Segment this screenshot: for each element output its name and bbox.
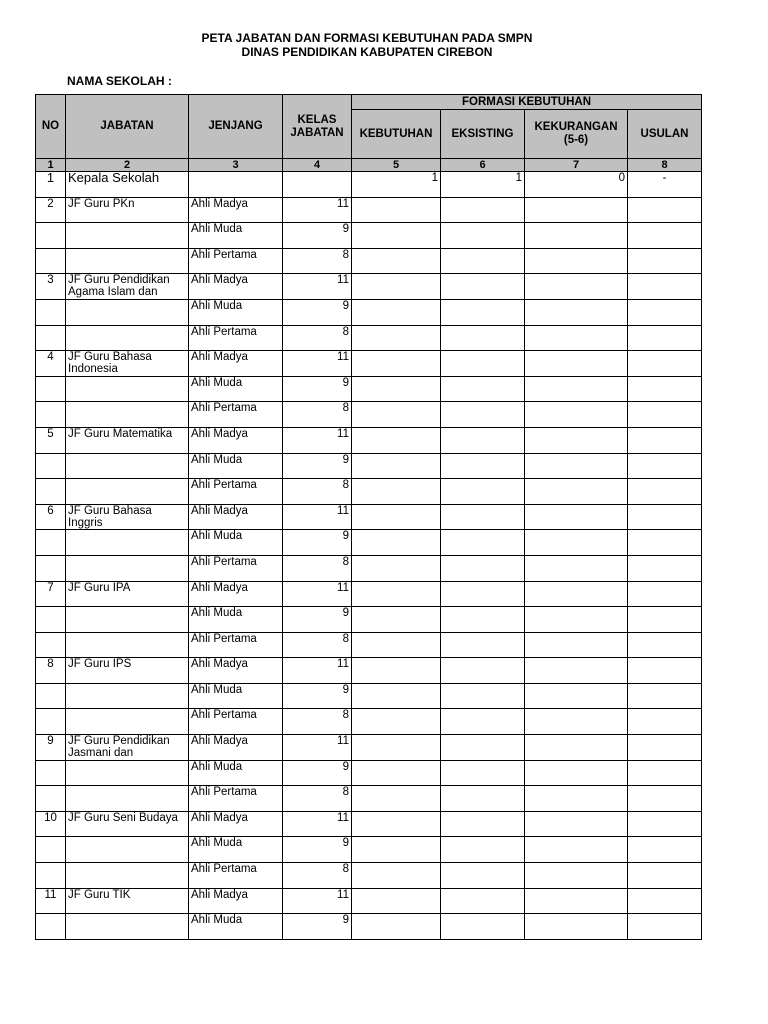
shortage-count (525, 299, 628, 325)
position-level: Ahli Muda (189, 376, 283, 402)
shortage-count (525, 581, 628, 607)
header-usulan: USULAN (628, 110, 702, 159)
proposal-value (628, 223, 702, 249)
table-row (36, 683, 702, 709)
position-class: 11 (283, 735, 352, 761)
position-name (66, 376, 189, 402)
header-kekurangan-line2: (5-6) (563, 134, 589, 146)
column-number: 8 (628, 159, 702, 172)
proposal-value (628, 530, 702, 556)
column-number: 3 (189, 159, 283, 172)
need-count (352, 376, 441, 402)
table-row (36, 658, 702, 684)
proposal-value (628, 325, 702, 351)
table-row (36, 504, 702, 530)
proposal-value (628, 735, 702, 761)
need-count (352, 274, 441, 300)
position-name (66, 453, 189, 479)
shortage-count (525, 351, 628, 377)
shortage-count (525, 863, 628, 889)
proposal-value (628, 299, 702, 325)
position-class: 9 (283, 299, 352, 325)
row-number (36, 402, 66, 428)
row-number (36, 325, 66, 351)
position-class: 11 (283, 351, 352, 377)
document-title: PETA JABATAN DAN FORMASI KEBUTUHAN PADA SMPN (201, 31, 533, 45)
position-level: Ahli Pertama (189, 555, 283, 581)
existing-count (441, 299, 525, 325)
existing-count (441, 530, 525, 556)
existing-count (441, 735, 525, 761)
table-row (36, 402, 702, 428)
table-row (36, 863, 702, 889)
header-kekurangan-line1: KEKURANGAN (534, 121, 618, 133)
proposal-value (628, 811, 702, 837)
row-number (36, 376, 66, 402)
existing-count (441, 555, 525, 581)
proposal-value (628, 709, 702, 735)
existing-count (441, 402, 525, 428)
proposal-value (628, 786, 702, 812)
row-number: 3 (36, 274, 66, 300)
existing-count (441, 453, 525, 479)
table-row (36, 453, 702, 479)
position-level: Ahli Madya (189, 351, 283, 377)
position-name: JF Guru Bahasa Inggris (66, 504, 189, 530)
row-number (36, 683, 66, 709)
table-row (36, 709, 702, 735)
position-class: 8 (283, 479, 352, 505)
position-class: 11 (283, 427, 352, 453)
table-row (36, 376, 702, 402)
shortage-count (525, 786, 628, 812)
table-row (36, 786, 702, 812)
need-count (352, 863, 441, 889)
row-number: 10 (36, 811, 66, 837)
position-name: JF Guru PKn (66, 197, 189, 223)
position-class: 11 (283, 504, 352, 530)
position-class: 9 (283, 837, 352, 863)
position-name: JF Guru IPS (66, 658, 189, 684)
position-level: Ahli Muda (189, 299, 283, 325)
proposal-value (628, 427, 702, 453)
position-class: 8 (283, 632, 352, 658)
shortage-count (525, 453, 628, 479)
need-count (352, 632, 441, 658)
column-number: 6 (441, 159, 525, 172)
position-name (66, 607, 189, 633)
table-row (36, 172, 702, 198)
proposal-value (628, 581, 702, 607)
existing-count (441, 325, 525, 351)
position-level: Ahli Muda (189, 223, 283, 249)
position-class: 11 (283, 197, 352, 223)
need-count (352, 658, 441, 684)
row-number: 9 (36, 735, 66, 761)
existing-count (441, 248, 525, 274)
table-row (36, 632, 702, 658)
header-jabatan: JABATAN (66, 95, 189, 159)
table-row (36, 888, 702, 914)
position-name: Kepala Sekolah (66, 172, 189, 198)
shortage-count (525, 376, 628, 402)
proposal-value (628, 197, 702, 223)
need-count (352, 607, 441, 633)
proposal-value (628, 453, 702, 479)
need-count (352, 555, 441, 581)
need-count (352, 811, 441, 837)
position-name (66, 299, 189, 325)
position-name: JF Guru Seni Budaya (66, 811, 189, 837)
row-number (36, 914, 66, 940)
position-map-table (35, 94, 702, 940)
position-class: 8 (283, 248, 352, 274)
proposal-value (628, 555, 702, 581)
existing-count (441, 811, 525, 837)
row-number: 8 (36, 658, 66, 684)
position-level: Ahli Pertama (189, 786, 283, 812)
shortage-count (525, 914, 628, 940)
position-class: 8 (283, 402, 352, 428)
proposal-value (628, 863, 702, 889)
row-number (36, 530, 66, 556)
position-level: Ahli Madya (189, 888, 283, 914)
position-class: 9 (283, 376, 352, 402)
table-row (36, 760, 702, 786)
existing-count (441, 504, 525, 530)
need-count (352, 402, 441, 428)
position-level: Ahli Pertama (189, 325, 283, 351)
proposal-value (628, 504, 702, 530)
need-count (352, 760, 441, 786)
need-count (352, 479, 441, 505)
position-level: Ahli Muda (189, 530, 283, 556)
shortage-count (525, 811, 628, 837)
position-class: 11 (283, 274, 352, 300)
position-name: JF Guru Pendidikan Jasmani dan (66, 735, 189, 761)
row-number (36, 837, 66, 863)
position-class: 9 (283, 453, 352, 479)
position-level: Ahli Madya (189, 427, 283, 453)
position-class (283, 172, 352, 198)
row-number (36, 607, 66, 633)
table-row (36, 837, 702, 863)
row-number (36, 453, 66, 479)
position-class: 11 (283, 888, 352, 914)
need-count (352, 197, 441, 223)
proposal-value (628, 888, 702, 914)
need-count (352, 248, 441, 274)
shortage-count (525, 760, 628, 786)
shortage-count (525, 555, 628, 581)
row-number (36, 299, 66, 325)
position-level: Ahli Muda (189, 914, 283, 940)
row-number: 11 (36, 888, 66, 914)
need-count (352, 351, 441, 377)
existing-count (441, 607, 525, 633)
column-number: 4 (283, 159, 352, 172)
header-kelas-line2: JABATAN (290, 126, 344, 139)
proposal-value (628, 837, 702, 863)
position-name (66, 402, 189, 428)
shortage-count: 0 (525, 172, 628, 198)
need-count (352, 581, 441, 607)
need-count (352, 453, 441, 479)
row-number (36, 632, 66, 658)
shortage-count (525, 427, 628, 453)
position-name (66, 248, 189, 274)
need-count (352, 325, 441, 351)
existing-count (441, 581, 525, 607)
column-number: 1 (36, 159, 66, 172)
table-row (36, 607, 702, 633)
need-count (352, 786, 441, 812)
row-number (36, 786, 66, 812)
position-class: 11 (283, 658, 352, 684)
existing-count (441, 427, 525, 453)
existing-count (441, 837, 525, 863)
position-name (66, 786, 189, 812)
position-class: 9 (283, 530, 352, 556)
position-level: Ahli Madya (189, 581, 283, 607)
existing-count: 1 (441, 172, 525, 198)
existing-count (441, 786, 525, 812)
shortage-count (525, 607, 628, 633)
existing-count (441, 888, 525, 914)
position-class: 8 (283, 709, 352, 735)
shortage-count (525, 197, 628, 223)
need-count (352, 530, 441, 556)
proposal-value (628, 274, 702, 300)
shortage-count (525, 837, 628, 863)
row-number (36, 709, 66, 735)
table-row (36, 555, 702, 581)
table-row (36, 479, 702, 505)
header-kebutuhan: KEBUTUHAN (352, 110, 441, 159)
proposal-value (628, 658, 702, 684)
position-name (66, 863, 189, 889)
header-kelas-jabatan (283, 95, 352, 159)
position-level: Ahli Madya (189, 811, 283, 837)
position-level: Ahli Pertama (189, 863, 283, 889)
shortage-count (525, 709, 628, 735)
shortage-count (525, 735, 628, 761)
header-eksisting: EKSISTING (441, 110, 525, 159)
position-name (66, 223, 189, 249)
proposal-value (628, 351, 702, 377)
table-row (36, 427, 702, 453)
position-level: Ahli Madya (189, 197, 283, 223)
need-count (352, 837, 441, 863)
need-count: 1 (352, 172, 441, 198)
proposal-value: - (628, 172, 702, 198)
position-level: Ahli Muda (189, 453, 283, 479)
table-row (36, 223, 702, 249)
position-class: 9 (283, 683, 352, 709)
proposal-value (628, 683, 702, 709)
row-number (36, 555, 66, 581)
position-name: JF Guru TIK (66, 888, 189, 914)
column-number: 5 (352, 159, 441, 172)
existing-count (441, 683, 525, 709)
existing-count (441, 863, 525, 889)
proposal-value (628, 248, 702, 274)
position-level (189, 172, 283, 198)
position-level: Ahli Madya (189, 658, 283, 684)
position-level: Ahli Muda (189, 837, 283, 863)
existing-count (441, 632, 525, 658)
need-count (352, 427, 441, 453)
position-level: Ahli Pertama (189, 479, 283, 505)
position-class: 9 (283, 760, 352, 786)
position-name (66, 530, 189, 556)
table-row (36, 914, 702, 940)
need-count (352, 735, 441, 761)
shortage-count (525, 504, 628, 530)
table-row (36, 299, 702, 325)
position-class: 11 (283, 811, 352, 837)
existing-count (441, 709, 525, 735)
existing-count (441, 914, 525, 940)
shortage-count (525, 683, 628, 709)
row-number: 7 (36, 581, 66, 607)
row-number (36, 248, 66, 274)
header-kelas-line1: KELAS (297, 113, 337, 126)
position-level: Ahli Pertama (189, 709, 283, 735)
position-level: Ahli Madya (189, 504, 283, 530)
header-formasi-kebutuhan: FORMASI KEBUTUHAN (352, 95, 702, 110)
table-row (36, 351, 702, 377)
existing-count (441, 376, 525, 402)
table-row (36, 735, 702, 761)
shortage-count (525, 888, 628, 914)
position-class: 8 (283, 863, 352, 889)
school-name-label: NAMA SEKOLAH : (67, 74, 172, 88)
table-row (36, 274, 702, 300)
proposal-value (628, 607, 702, 633)
existing-count (441, 274, 525, 300)
existing-count (441, 658, 525, 684)
shortage-count (525, 402, 628, 428)
position-level: Ahli Muda (189, 760, 283, 786)
header-kekurangan (525, 110, 628, 159)
proposal-value (628, 632, 702, 658)
position-name (66, 479, 189, 505)
position-name (66, 709, 189, 735)
column-number-row (36, 159, 702, 172)
row-number: 5 (36, 427, 66, 453)
proposal-value (628, 914, 702, 940)
position-level: Ahli Madya (189, 735, 283, 761)
proposal-value (628, 376, 702, 402)
row-number: 4 (36, 351, 66, 377)
position-class: 11 (283, 581, 352, 607)
need-count (352, 504, 441, 530)
need-count (352, 914, 441, 940)
position-class: 9 (283, 223, 352, 249)
row-number: 2 (36, 197, 66, 223)
shortage-count (525, 248, 628, 274)
table-body (36, 172, 702, 940)
shortage-count (525, 632, 628, 658)
position-level: Ahli Pertama (189, 248, 283, 274)
row-number (36, 863, 66, 889)
row-number: 1 (36, 172, 66, 198)
table-row (36, 325, 702, 351)
existing-count (441, 197, 525, 223)
position-class: 8 (283, 555, 352, 581)
need-count (352, 709, 441, 735)
shortage-count (525, 274, 628, 300)
position-class: 9 (283, 914, 352, 940)
column-number: 2 (66, 159, 189, 172)
position-class: 8 (283, 325, 352, 351)
position-name: JF Guru Matematika (66, 427, 189, 453)
position-level: Ahli Madya (189, 274, 283, 300)
table-row (36, 197, 702, 223)
shortage-count (525, 658, 628, 684)
existing-count (441, 479, 525, 505)
need-count (352, 888, 441, 914)
position-name (66, 555, 189, 581)
existing-count (441, 223, 525, 249)
proposal-value (628, 402, 702, 428)
need-count (352, 223, 441, 249)
need-count (352, 299, 441, 325)
position-class: 9 (283, 607, 352, 633)
position-name (66, 837, 189, 863)
position-name (66, 683, 189, 709)
position-name (66, 914, 189, 940)
existing-count (441, 351, 525, 377)
header-no: NO (36, 95, 66, 159)
table-row (36, 530, 702, 556)
position-name: JF Guru Bahasa Indonesia (66, 351, 189, 377)
column-number: 7 (525, 159, 628, 172)
position-level: Ahli Muda (189, 683, 283, 709)
proposal-value (628, 760, 702, 786)
position-name: JF Guru IPA (66, 581, 189, 607)
table-row (36, 581, 702, 607)
row-number: 6 (36, 504, 66, 530)
position-class: 8 (283, 786, 352, 812)
header-jenjang: JENJANG (189, 95, 283, 159)
row-number (36, 479, 66, 505)
proposal-value (628, 479, 702, 505)
table-row (36, 248, 702, 274)
need-count (352, 683, 441, 709)
position-name (66, 760, 189, 786)
position-name (66, 325, 189, 351)
shortage-count (525, 530, 628, 556)
document-subtitle: DINAS PENDIDIKAN KABUPATEN CIREBON (241, 45, 493, 59)
shortage-count (525, 325, 628, 351)
position-level: Ahli Muda (189, 607, 283, 633)
row-number (36, 760, 66, 786)
shortage-count (525, 223, 628, 249)
position-level: Ahli Pertama (189, 632, 283, 658)
position-name: JF Guru Pendidikan Agama Islam dan (66, 274, 189, 300)
position-name (66, 632, 189, 658)
position-level: Ahli Pertama (189, 402, 283, 428)
existing-count (441, 760, 525, 786)
row-number (36, 223, 66, 249)
table-row (36, 811, 702, 837)
shortage-count (525, 479, 628, 505)
